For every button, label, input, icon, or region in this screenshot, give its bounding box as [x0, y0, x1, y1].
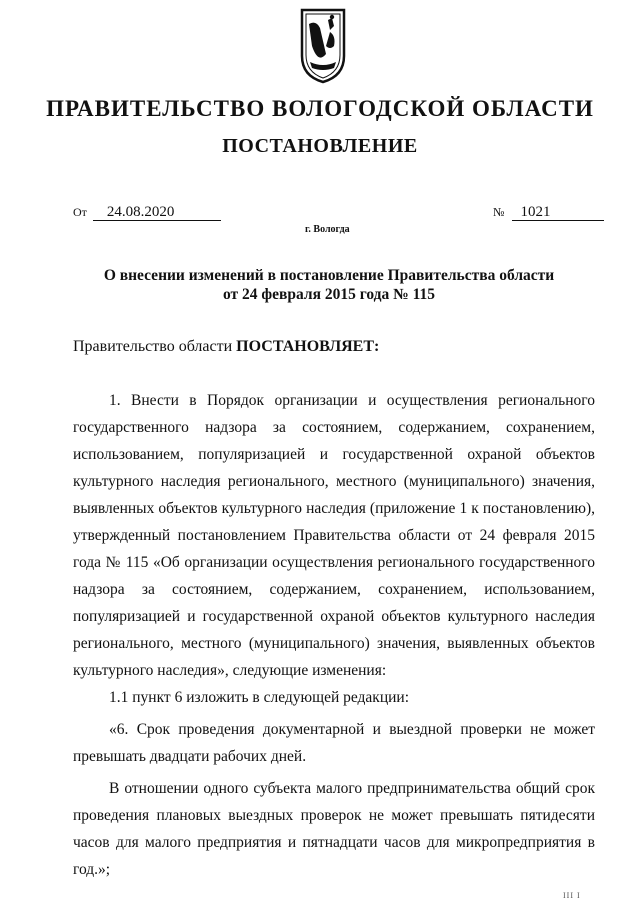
number-field	[493, 204, 604, 221]
document-date: 24.08.2020	[93, 204, 221, 221]
subject-line-2: от 24 февраля 2015 года № 115	[223, 286, 435, 303]
city-label: г. Вологда	[305, 224, 350, 235]
preamble-text: Правительство области	[73, 338, 237, 355]
coat-of-arms-icon	[298, 6, 348, 84]
paragraph-4: В отношении одного субъекта малого предпринимательства общий срок проведения плановых выездных проверок не может превышать пятидесяти часов для малого предприятия и пятнадцати часов для микропредприятия в год.»;	[73, 780, 595, 878]
document-subject	[70, 266, 588, 304]
organization-title: ПРАВИТЕЛЬСТВО ВОЛОГОДСКОЙ ОБЛАСТИ	[46, 96, 594, 121]
date-field	[73, 204, 221, 221]
document-number: 1021	[512, 204, 604, 221]
document-body	[73, 387, 595, 883]
paragraph-1: 1. Внести в Порядок организации и осуществления регионального государственного надзора за состоянием, содержанием, сохранением, использованием, популяризацией и государственной охраной объектов культурного наследия регионального, местного (муниципального) значения, выявленных объектов культурного наследия (приложение 1 к постановлению), утвержденный постановлением Правительства области от 24 февраля 2015 года № 115 «Об организации осуществления регионального государственного надзора за состоянием, содержанием, сохранением, использованием, популяризацией и государственной охраной объектов культурного наследия регионального, местного (муниципального) значения, выявленных объектов культурного наследия», следующие изменения:	[73, 392, 595, 679]
date-prefix: От	[73, 205, 87, 219]
preamble-decree: ПОСТАНОВЛЯЕТ:	[236, 338, 380, 355]
paragraph-2: 1.1 пункт 6 изложить в следующей редакции:	[109, 689, 410, 706]
preamble	[73, 338, 379, 356]
document-type: ПОСТАНОВЛЕНИЕ	[222, 135, 418, 157]
number-prefix: №	[493, 205, 505, 219]
subject-line-1: О внесении изменений в постановление Правительства области	[103, 267, 555, 284]
paragraph-3: «6. Срок проведения документарной и выездной проверки не может превышать двадцати рабочих дней.	[73, 721, 595, 765]
footer-mark: III I	[563, 891, 581, 900]
